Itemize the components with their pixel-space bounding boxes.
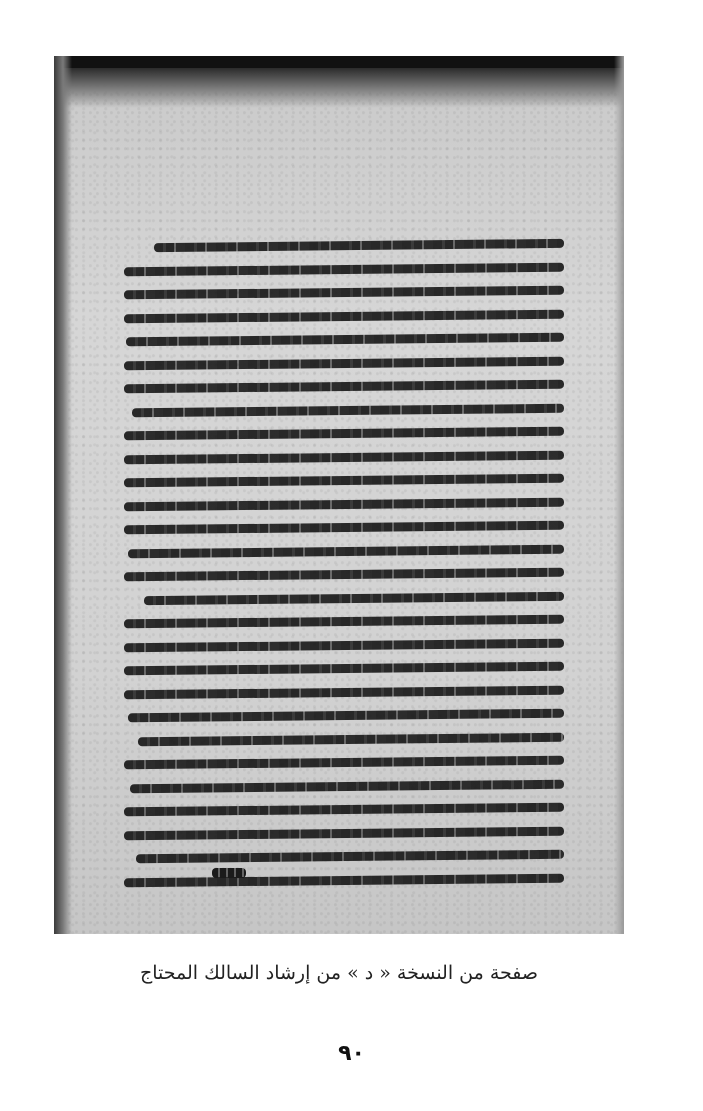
manuscript-page-image [54,56,624,934]
catchword-mark [212,868,246,878]
handwritten-line [124,234,564,258]
handwritten-line [124,751,564,775]
handwritten-line [124,775,564,799]
handwritten-line [124,258,564,282]
handwritten-line [124,516,564,540]
handwritten-line [124,563,564,587]
scan-top-border [54,56,624,68]
handwritten-line [124,728,564,752]
handwritten-line [124,845,564,869]
handwritten-line [124,352,564,376]
handwritten-text-block [124,234,564,904]
handwritten-line [124,422,564,446]
figure-caption: صفحة من النسخة « د » من إرشاد السالك المحتاج [139,962,539,984]
scan-edge-right [614,56,624,934]
handwritten-line [124,822,564,846]
handwritten-line [124,798,564,822]
handwritten-line [124,399,564,423]
handwritten-line [124,493,564,517]
handwritten-line [124,375,564,399]
handwritten-line [124,704,564,728]
handwritten-line [124,328,564,352]
page-number: ٩٠ [338,1041,365,1066]
scan-shadow-left [54,56,72,934]
handwritten-line [124,681,564,705]
handwritten-line [124,540,564,564]
handwritten-line [124,657,564,681]
handwritten-line [124,587,564,611]
scan-shadow [54,68,624,108]
handwritten-line [124,869,564,893]
handwritten-line [124,281,564,305]
handwritten-line [124,610,564,634]
handwritten-line [124,446,564,470]
handwritten-line [124,469,564,493]
handwritten-line [124,305,564,329]
handwritten-line [124,634,564,658]
